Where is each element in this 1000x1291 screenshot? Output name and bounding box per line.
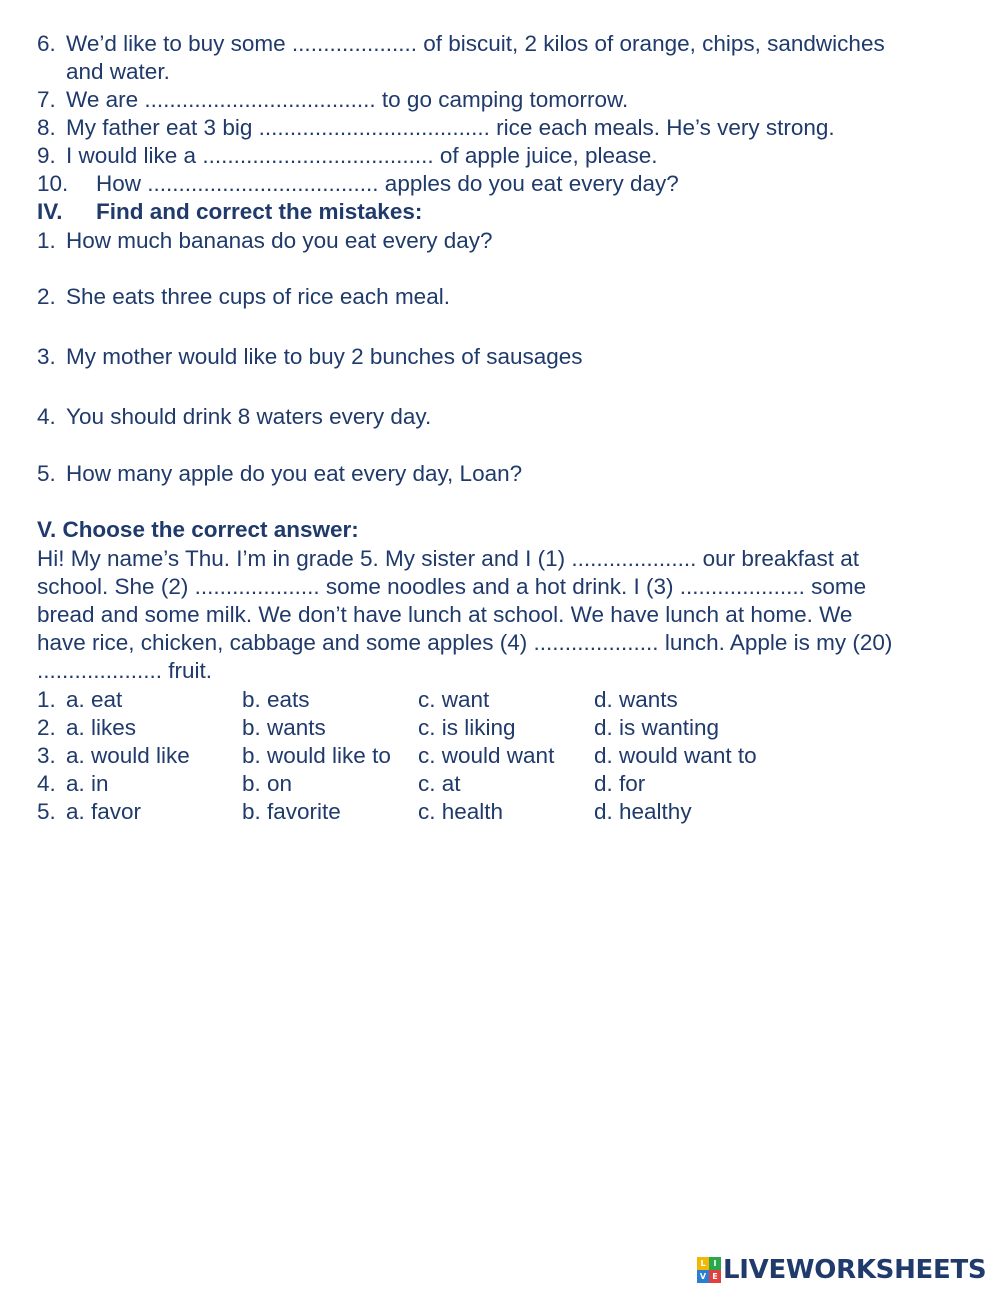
option-a: a. in — [66, 771, 109, 796]
option-d: d. healthy — [594, 799, 692, 824]
item-text: My mother would like to buy 2 bunches of sausages — [66, 344, 583, 369]
option-d: d. would want to — [594, 743, 757, 768]
passage-line: Hi! My name’s Thu. I’m in grade 5. My sister and I (1) .................... our breakfast at — [37, 546, 859, 571]
option-b: b. would like to — [242, 743, 391, 768]
item-number: 10. — [37, 171, 69, 196]
option-c: c. want — [418, 687, 490, 712]
passage-line: school. She (2) .................... some noodles and a hot drink. I (3) .................... some — [37, 574, 867, 599]
option-b: b. on — [242, 771, 293, 796]
logo-block: E — [709, 1270, 721, 1283]
logo-block: V — [697, 1270, 709, 1283]
option-number: 4. — [37, 771, 56, 796]
option-b: b. wants — [242, 715, 326, 740]
option-c: c. is liking — [418, 715, 516, 740]
item-text: How much bananas do you eat every day? — [66, 228, 493, 253]
option-number: 5. — [37, 799, 56, 824]
item-number: 5. — [37, 461, 56, 486]
item-number: 3. — [37, 344, 56, 369]
item-number: 4. — [37, 404, 56, 429]
option-number: 3. — [37, 743, 56, 768]
option-c: c. health — [418, 799, 504, 824]
section-heading: V. Choose the correct answer: — [37, 517, 359, 542]
option-a: a. eat — [66, 687, 123, 712]
item-number: 1. — [37, 228, 56, 253]
item-text: You should drink 8 waters every day. — [66, 404, 432, 429]
option-d: d. is wanting — [594, 715, 720, 740]
item-text: How ..................................... apples do you eat every day? — [96, 171, 679, 196]
logo-text: LIVEWORKSHEETS — [723, 1255, 987, 1285]
passage-line: bread and some milk. We don’t have lunch at school. We have lunch at home. We — [37, 602, 853, 627]
item-text: I would like a ..................................... of apple juice, please. — [66, 143, 658, 168]
item-number: 6. — [37, 31, 56, 56]
option-d: d. wants — [594, 687, 678, 712]
item-text: We are ..................................... to go camping tomorrow. — [66, 87, 629, 112]
option-a: a. favor — [66, 799, 142, 824]
section-title: Find and correct the mistakes: — [96, 199, 423, 224]
option-number: 1. — [37, 687, 56, 712]
option-d: d. for — [594, 771, 646, 796]
option-b: b. eats — [242, 687, 310, 712]
item-number: 9. — [37, 143, 56, 168]
option-number: 2. — [37, 715, 56, 740]
section-number: IV. — [37, 199, 63, 224]
liveworksheets-logo[interactable] — [697, 1255, 986, 1285]
passage-line: have rice, chicken, cabbage and some apples (4) .................... lunch. Apple is my (20) — [37, 630, 893, 655]
passage-line: .................... fruit. — [37, 658, 213, 683]
item-text: My father eat 3 big ..................................... rice each meals. He’s very strong. — [66, 115, 835, 140]
option-c: c. at — [418, 771, 461, 796]
option-b: b. favorite — [242, 799, 341, 824]
item-number: 2. — [37, 284, 56, 309]
option-a: a. likes — [66, 715, 137, 740]
option-a: a. would like — [66, 743, 190, 768]
item-number: 8. — [37, 115, 56, 140]
option-c: c. would want — [418, 743, 555, 768]
item-number: 7. — [37, 87, 56, 112]
item-text: How many apple do you eat every day, Loan? — [66, 461, 523, 486]
logo-blocks-icon — [697, 1257, 721, 1283]
item-text: She eats three cups of rice each meal. — [66, 284, 450, 309]
logo-block: I — [709, 1257, 721, 1270]
item-continuation: and water. — [66, 59, 170, 84]
logo-block: L — [697, 1257, 709, 1270]
item-text: We’d like to buy some .................... of biscuit, 2 kilos of orange, chips, sandwiches — [66, 31, 885, 56]
